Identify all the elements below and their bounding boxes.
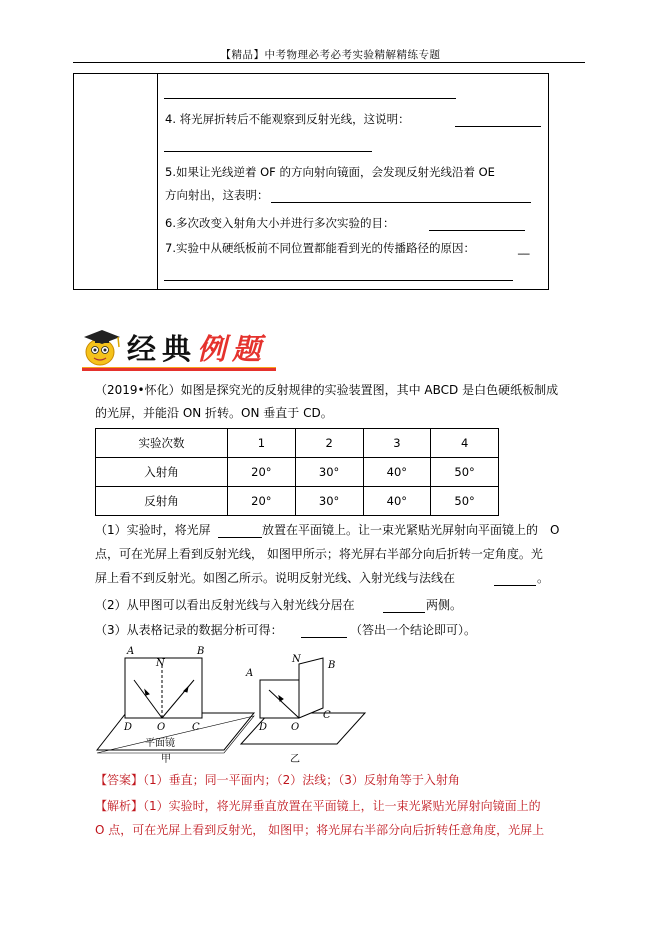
subquestion-2-end: 两侧。 (426, 598, 463, 612)
table-cell: 20° (228, 487, 296, 516)
label-C-jia: C (192, 722, 200, 733)
question-7-tail: __ (518, 241, 530, 255)
answer-blank (164, 98, 456, 99)
table-cell: 20° (228, 458, 296, 487)
table-header-row (96, 429, 499, 458)
table-cell: 入射角 (96, 458, 228, 487)
analysis-text-1: （1）实验时，将光屏垂直放置在平面镜上，让一束光紧贴光屏射向镜面上的 (143, 799, 541, 813)
analysis-tag: 【解析】 (95, 799, 144, 813)
table-cell: 30° (295, 487, 363, 516)
table-header-cell: 实验次数 (96, 429, 228, 458)
label-N-jia: N (156, 658, 165, 669)
mirror-plane-jia (97, 713, 254, 750)
subquestion-1-line3-end: 。 (537, 571, 550, 585)
question-6: 6.多次改变入射角大小并进行多次实验的目： (165, 216, 395, 230)
table-row (96, 458, 499, 487)
table-header-cell: 2 (295, 429, 363, 458)
answer-blank (301, 637, 347, 638)
question-5-line2: 方向射出，这表明： (165, 188, 269, 202)
answer-blank (383, 612, 425, 613)
table-header-cell: 1 (228, 429, 296, 458)
table-column-divider (157, 74, 158, 289)
label-D-jia: D (124, 722, 133, 733)
experiment-data-table (95, 428, 499, 516)
question-5-line1: 5.如果让光线逆着 OF 的方向射向镜面，会发现反射光线沿着 OE (165, 165, 495, 179)
label-B-yi: B (328, 660, 336, 671)
subquestion-1-part-b: 放置在平面镜上。让一束光紧贴光屏射向平面镜上的 O (262, 523, 560, 537)
label-O-jia: O (157, 722, 166, 733)
answer-blank (164, 280, 513, 281)
banner-text-part1: 经典 (127, 332, 198, 366)
header-rule (73, 62, 585, 63)
answer-blank (218, 537, 262, 538)
table-cell: 50° (431, 458, 499, 487)
label-D-yi: D (259, 722, 268, 733)
table-cell: 反射角 (96, 487, 228, 516)
table-row (96, 487, 499, 516)
caption-yi: 乙 (290, 754, 300, 765)
table-cell: 50° (431, 487, 499, 516)
label-A-jia: A (127, 646, 135, 657)
answer-blank (455, 126, 541, 127)
table-cell: 40° (363, 487, 431, 516)
table-cell: 40° (363, 458, 431, 487)
answer-text: （1）垂直；同一平面内；（2）法线；（3）反射角等于入射角 (143, 773, 460, 787)
analysis-line2: O 点，可在光屏上看到反射光， 如图甲；将光屏右半部分向后折转任意角度，光屏上 (95, 823, 545, 837)
table-header-cell: 4 (431, 429, 499, 458)
answer-blank (164, 151, 372, 152)
answer-tag: 【答案】 (95, 773, 144, 787)
table-header-cell: 3 (363, 429, 431, 458)
label-B-jia: B (197, 646, 205, 657)
subquestion-1-line2: 点，可在光屏上看到反射光线， 如图甲所示；将光屏右半部分向后折转一定角度。光 (95, 547, 543, 561)
table-cell: 30° (295, 458, 363, 487)
problem-intro-line1: （2019•怀化）如图是探究光的反射规律的实验装置图，其中 ABCD 是白色硬纸板制成 (95, 383, 559, 397)
label-O-yi: O (291, 722, 300, 733)
caption-jia: 甲 (161, 754, 171, 765)
label-A-yi: A (246, 668, 254, 679)
answer-line (95, 773, 460, 788)
subquestion-1-part-a: （1）实验时，将光屏 (95, 523, 211, 537)
classic-examples-banner-title (127, 327, 267, 368)
label-C-yi: C (323, 710, 331, 721)
subquestion-3: （3）从表格记录的数据分析可得： (95, 623, 283, 637)
label-N-yi: N (292, 654, 301, 665)
question-4: 4. 将光屏折转后不能观察到反射光线，这说明： (165, 112, 410, 126)
question-box (73, 73, 549, 290)
experiment-figures (93, 640, 373, 768)
page-header-title: 【精品】中考物理必考必考实验精解精练专题 (220, 49, 441, 61)
subquestion-3-end: （答出一个结论即可）。 (350, 623, 477, 637)
problem-intro-line2: 的光屏，并能沿 ON 折转。ON 垂直于 CD。 (95, 406, 333, 420)
answer-blank (429, 230, 525, 231)
light-screen-right-yi-folded (299, 658, 323, 718)
analysis-line1 (95, 799, 541, 814)
subquestion-2: （2）从甲图可以看出反射光线与入射光线分居在 (95, 598, 355, 612)
subquestion-1-line3: 屏上看不到反射光。如图乙所示。说明反射光线、入射光线与法线在 (95, 571, 456, 585)
question-7: 7.实验中从硬纸板前不同位置都能看到光的传播路径的原因： (165, 241, 475, 255)
figure-jia (97, 658, 254, 753)
banner-text-part2: 例题 (197, 332, 268, 366)
answer-blank (494, 585, 536, 586)
label-mirror: 平面镜 (145, 738, 175, 749)
answer-blank (271, 202, 531, 203)
